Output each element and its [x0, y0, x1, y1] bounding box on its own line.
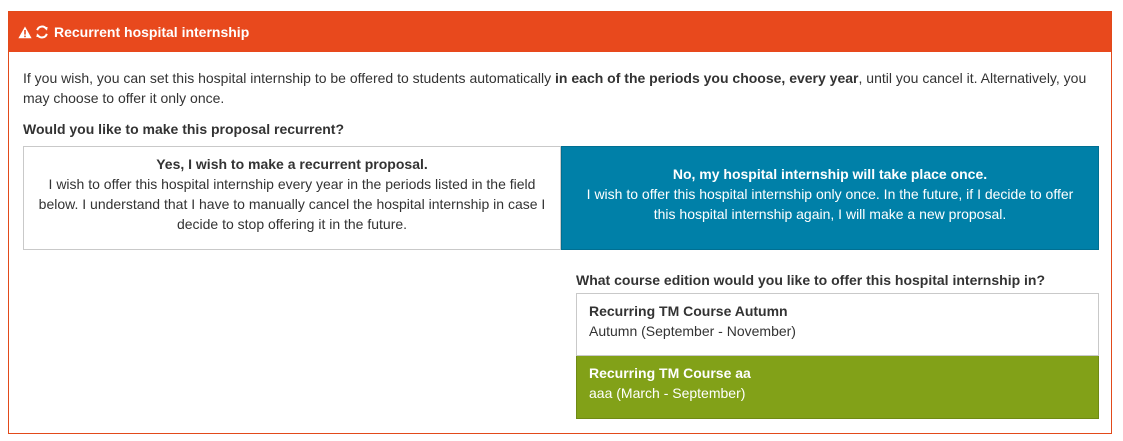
course-edition-section: [576, 270, 1099, 419]
choice-recurrent-description: I wish to offer this hospital internship every year in the periods listed in the field below. I understand that I have to manually cancel the hospital internship in case I decide to stop offering it in the future.: [38, 176, 546, 232]
panel-header: [9, 12, 1111, 52]
course-option-autumn[interactable]: [576, 293, 1099, 356]
panel-title: Recurrent hospital internship: [54, 24, 250, 40]
intro-text-bold: in each of the periods you choose, every year: [555, 70, 859, 86]
course-edition-list: [576, 293, 1099, 419]
recurrence-choice-group: [23, 146, 1099, 250]
course-period: aaa (March - September): [589, 385, 746, 401]
course-option-aa[interactable]: [576, 356, 1099, 419]
course-name: Recurring TM Course aa: [589, 365, 751, 381]
course-name: Recurring TM Course Autumn: [589, 303, 788, 319]
course-period: Autumn (September - November): [589, 323, 796, 339]
recurrent-internship-panel: [8, 11, 1112, 434]
choice-recurrent-option[interactable]: [23, 146, 561, 250]
choice-once-title: No, my hospital internship will take place once.: [672, 166, 988, 182]
recurrence-question: Would you like to make this proposal recurrent?: [23, 121, 345, 137]
warning-icon: [18, 26, 32, 39]
recurring-icon: [35, 25, 49, 39]
course-edition-question: What course edition would you like to offer this hospital internship in?: [576, 272, 1046, 288]
intro-text-before: If you wish, you can set this hospital internship to be offered to students automatically: [23, 70, 556, 86]
choice-once-description: I wish to offer this hospital internship only once. In the future, if I decide to offer this hospital internship again, I will make a new proposal.: [586, 186, 1074, 222]
intro-text-after: , until you cancel it. Alternatively, you may choose to offer it only once.: [23, 70, 1087, 106]
choice-once-option[interactable]: [561, 146, 1099, 250]
panel-body: [9, 52, 1111, 419]
choice-recurrent-title: Yes, I wish to make a recurrent proposal.: [156, 156, 428, 172]
intro-text: [23, 68, 1097, 108]
